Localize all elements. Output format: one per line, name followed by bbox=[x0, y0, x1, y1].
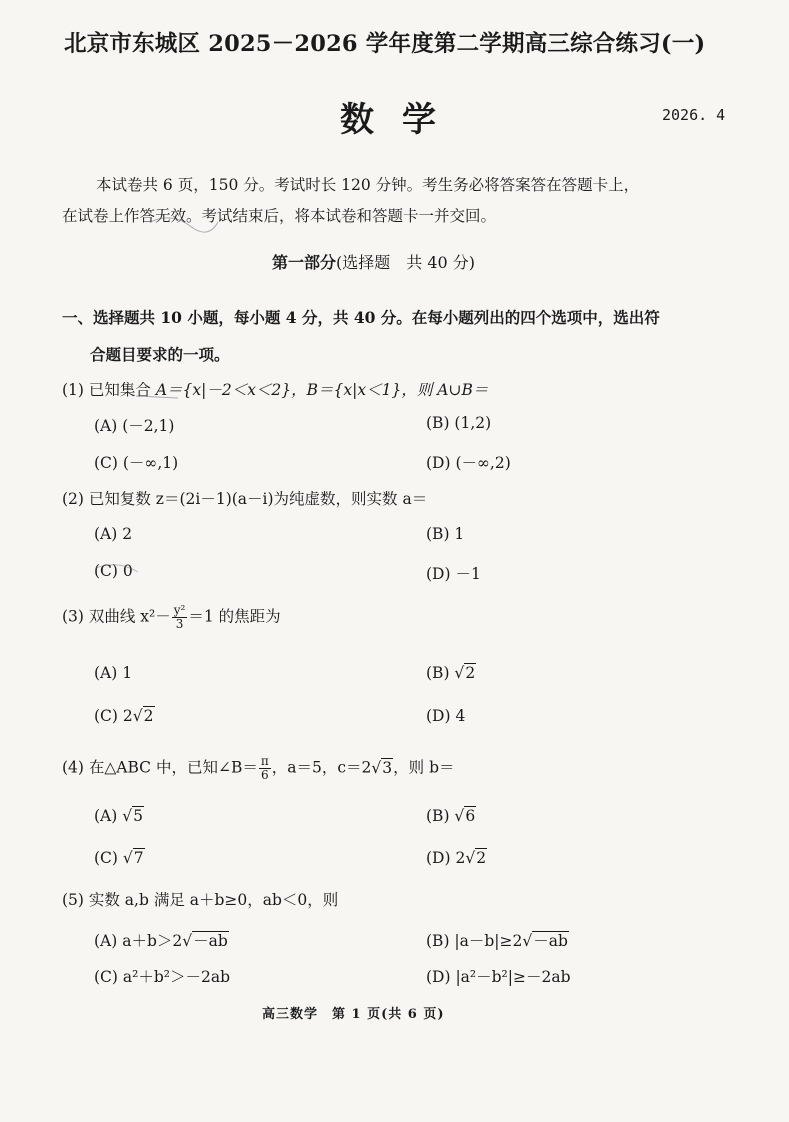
question-4-stem-pre: (4) 在△ABC 中，已知∠B＝ bbox=[62, 758, 258, 777]
question-4-fraction-numerator: π bbox=[260, 754, 269, 768]
question-5-option-b-label: (B) |a－b|≥2 bbox=[426, 932, 523, 950]
sqrt-symbol: √2 bbox=[454, 664, 476, 682]
question-3-option-a: (A) 1 bbox=[94, 664, 133, 682]
question-4-fraction-denominator: 6 bbox=[260, 768, 269, 782]
sqrt-symbol: √－ab bbox=[522, 932, 568, 950]
question-4-option-c-radicand: 7 bbox=[133, 849, 144, 867]
question-5-option-c: (C) a²＋b²＞－2ab bbox=[94, 968, 230, 986]
question-1-option-a: (A) (－2,1) bbox=[94, 417, 175, 435]
question-3-option-c-label: (C) 2 bbox=[94, 707, 133, 725]
sqrt-symbol: √2 bbox=[132, 707, 154, 725]
question-5-option-a-label: (A) a＋b＞2 bbox=[94, 932, 183, 950]
question-1-math: A＝{x|－2＜x＜2}，B＝{x|x＜1}，则 A∪B＝ bbox=[155, 381, 489, 399]
question-4-option-d-radicand: 2 bbox=[476, 849, 487, 867]
sqrt-symbol: √－ab bbox=[182, 932, 228, 950]
question-4-option-c-label: (C) bbox=[94, 849, 123, 867]
question-4-option-a-label: (A) bbox=[94, 807, 123, 825]
question-3-option-b-label: (B) bbox=[426, 664, 455, 682]
instructions-line-2: 在试卷上作答无效。考试结束后，将本试卷和答题卡一并交回。 bbox=[62, 207, 497, 225]
page-footer: 高三数学 第 1 页(共 6 页) bbox=[262, 1007, 445, 1022]
question-2-option-a: (A) 2 bbox=[94, 525, 133, 543]
question-2-option-d: (D) －1 bbox=[426, 565, 481, 583]
pen-stroke bbox=[96, 565, 138, 572]
question-5-option-d: (D) |a²－b²|≥－2ab bbox=[426, 968, 571, 986]
sqrt-symbol: √2 bbox=[465, 849, 487, 867]
sqrt-symbol: √5 bbox=[122, 807, 143, 825]
question-1-prefix: (1) 已知集合 bbox=[62, 381, 156, 399]
subject-title: 数学 bbox=[340, 100, 464, 140]
question-5-option-a-radicand: －ab bbox=[193, 932, 228, 950]
exam-date: 2026. 4 bbox=[662, 106, 726, 124]
part-one-subtitle: (选择题 共 40 分) bbox=[336, 253, 476, 272]
question-4-option-d-label: (D) 2 bbox=[426, 849, 466, 867]
part-one-label: 第一部分 bbox=[272, 253, 337, 272]
question-2-option-c: (C) 0 bbox=[94, 562, 133, 580]
question-1-option-c: (C) (－∞,1) bbox=[94, 454, 179, 472]
question-5-stem: (5) 实数 a,b 满足 a＋b≥0，ab＜0，则 bbox=[62, 891, 339, 909]
question-4-stem-mid: ，a＝5，c＝2 bbox=[271, 758, 372, 777]
question-4-stem-radicand: 3 bbox=[382, 758, 393, 777]
pen-stroke bbox=[150, 218, 218, 232]
instructions-line-1: 本试卷共 6 页，150 分。考试时长 120 分钟。考生务必将答案答在答题卡上， bbox=[96, 176, 640, 194]
exam-title: 北京市东城区 2025－2026 学年度第二学期高三综合练习(一) bbox=[64, 31, 706, 57]
question-3-option-d: (D) 4 bbox=[426, 707, 466, 725]
sqrt-symbol: √6 bbox=[454, 807, 476, 825]
question-3-option-c-radicand: 2 bbox=[143, 707, 154, 725]
question-3-fraction-denominator: 3 bbox=[175, 617, 184, 631]
question-4-option-a-radicand: 5 bbox=[133, 807, 143, 825]
pen-stroke bbox=[136, 396, 178, 398]
question-1-option-b: (B) (1,2) bbox=[426, 414, 492, 432]
sqrt-symbol: √7 bbox=[122, 849, 144, 867]
question-2-option-b: (B) 1 bbox=[426, 525, 465, 543]
question-2-stem: (2) 已知复数 z＝(2i－1)(a－i)为纯虚数，则实数 a＝ bbox=[62, 490, 428, 508]
sqrt-symbol: √3 bbox=[371, 758, 393, 777]
question-4-option-b-radicand: 6 bbox=[465, 807, 476, 825]
question-3-stem-pre: (3) 双曲线 x²－ bbox=[62, 607, 171, 626]
section-one-line-2: 合题目要求的一项。 bbox=[90, 345, 230, 364]
question-1-option-d: (D) (－∞,2) bbox=[426, 454, 511, 472]
question-3-stem-post: ＝1 的焦距为 bbox=[188, 607, 281, 626]
question-4-stem-post: ，则 b＝ bbox=[393, 758, 455, 777]
question-3-option-b-radicand: 2 bbox=[465, 664, 476, 682]
question-4-option-b-label: (B) bbox=[426, 807, 455, 825]
question-5-option-b-radicand: －ab bbox=[533, 932, 568, 950]
section-one-line-1: 一、选择题共 10 小题，每小题 4 分，共 40 分。在每小题列出的四个选项中，选出符 bbox=[62, 308, 660, 327]
question-3-fraction-numerator: y² bbox=[173, 603, 186, 617]
